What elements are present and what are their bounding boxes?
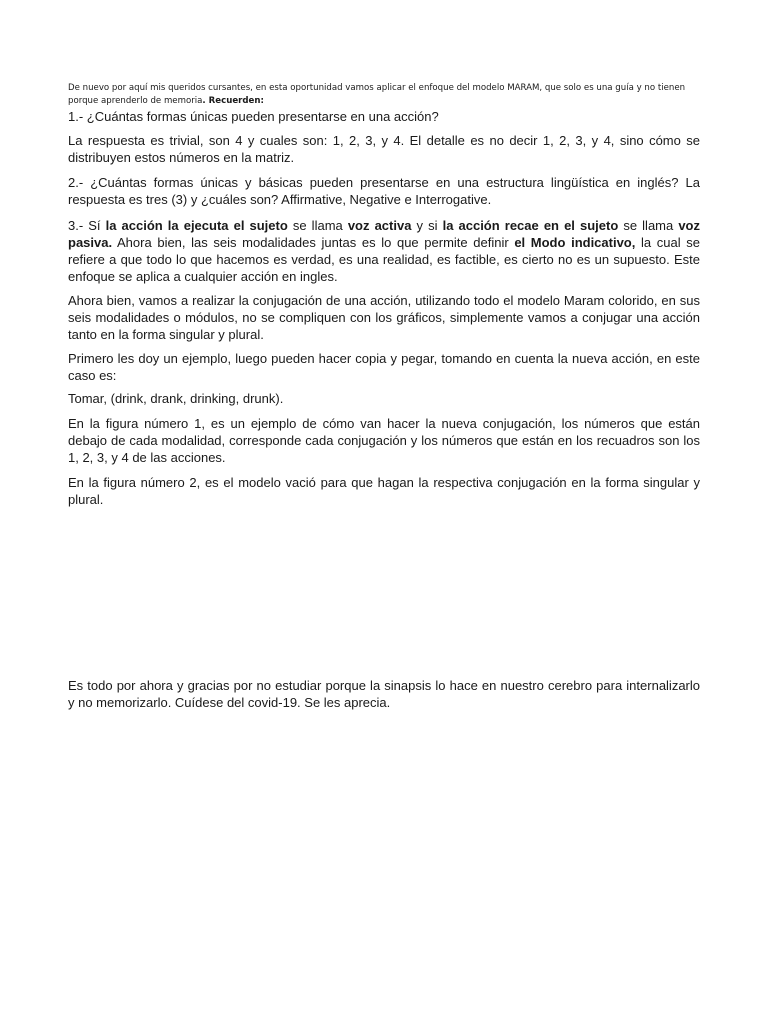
q3-text-3: y si xyxy=(411,218,443,233)
q3-text-5: Ahora bien, las seis modalidades juntas es lo que permite definir xyxy=(112,235,515,250)
question-3 xyxy=(68,217,700,285)
q3-text-1: 3.- Sí xyxy=(68,218,106,233)
q3-bold-active-subject: la acción la ejecuta el sujeto xyxy=(105,218,288,233)
paragraph-figure-2 xyxy=(68,474,700,508)
paragraph-verb-text: Tomar, (drink, drank, drinking, drunk). xyxy=(68,391,284,406)
paragraph-example xyxy=(68,350,700,384)
intro-text: De nuevo por aquí mis queridos cursantes, en esta oportunidad vamos aplicar el enfoque del modelo MARAM, que solo es una guía y no tienen porque aprenderlo de memoria xyxy=(68,83,686,106)
q3-text-4: se llama xyxy=(618,218,679,233)
paragraph-verb xyxy=(68,390,700,407)
q3-bold-passive-subject: la acción recae en el sujeto xyxy=(442,218,619,233)
paragraph-closing xyxy=(68,677,700,711)
paragraph-example-text: Primero les doy un ejemplo, luego pueden hacer copia y pegar, tomando en cuenta la nueva acción, en este caso es: xyxy=(68,351,700,383)
q3-text-2: se llama xyxy=(287,218,348,233)
intro-note xyxy=(68,82,708,108)
paragraph-conjugation xyxy=(68,292,700,343)
q3-bold-voz-activa: voz activa xyxy=(347,218,412,233)
question-2-text: 2.- ¿Cuántas formas únicas y básicas pueden presentarse en una estructura lingüística en inglés? La respuesta es tres (3) y ¿cuáles son? Affirmative, Negative e Interrogative. xyxy=(68,175,700,207)
paragraph-figure-2-text: En la figura número 2, es el modelo vació para que hagan la respectiva conjugación en la forma singular y plural. xyxy=(68,475,700,507)
intro-bold-tail: . Recuerden: xyxy=(202,96,264,106)
q3-bold-modo-indicativo: el Modo indicativo, xyxy=(514,235,636,250)
paragraph-closing-text: Es todo por ahora y gracias por no estudiar porque la sinapsis lo hace en nuestro cerebro para internalizarlo y no memorizarlo. Cuídese del covid-19. Se les aprecia. xyxy=(68,678,700,710)
question-2 xyxy=(68,174,700,208)
question-1 xyxy=(68,108,700,125)
question-1-text: 1.- ¿Cuántas formas únicas pueden presentarse en una acción? xyxy=(68,109,439,124)
paragraph-figure-1 xyxy=(68,415,700,466)
answer-1 xyxy=(68,132,700,166)
answer-1-text: La respuesta es trivial, son 4 y cuales son: 1, 2, 3, y 4. El detalle es no decir 1, 2, 3, y 4, sino cómo se distribuyen estos números en la matriz. xyxy=(68,133,700,165)
q3-text-6: la cual se refiere a que todo lo que hacemos es verdad, es una realidad, es factible, es cierto no es un supuesto. Este enfoque se aplica a cualquier acción en ingles. xyxy=(68,235,700,284)
paragraph-conjugation-text: Ahora bien, vamos a realizar la conjugación de una acción, utilizando todo el modelo Maram colorido, en sus seis modalidades o módulos, no se compliquen con los gráficos, simplemente vamos a conjugar una acción tanto en la forma singular y plural. xyxy=(68,293,700,342)
question-3-text xyxy=(68,217,700,285)
q3-bold-voz-pasiva: voz pasiva. xyxy=(68,218,700,250)
paragraph-figure-1-text: En la figura número 1, es un ejemplo de cómo van hacer la nueva conjugación, los números que están debajo de cada modalidad, corresponde cada conjugación y los números que están en los recuadros son los 1, 2, 3, y 4 de las acciones. xyxy=(68,416,700,465)
